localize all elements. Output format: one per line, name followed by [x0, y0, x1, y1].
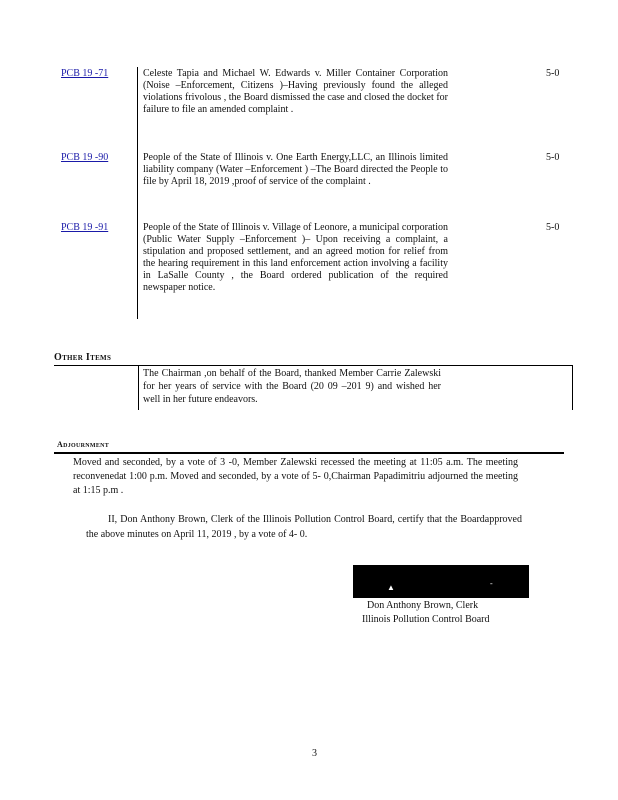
case-link[interactable]: PCB 19 -71: [61, 68, 109, 79]
other-items-text: The Chairman ,on behalf of the Board, thanked Member Carrie Zalewski for her years of service with the Board (20 09 –201 9) and wished her well in her future endeavors.: [143, 368, 441, 405]
case-vote: 5-0: [546, 152, 560, 163]
page-number: 3: [312, 748, 317, 759]
signature-image: [353, 565, 529, 598]
other-items-heading: Other Items: [54, 352, 112, 363]
case-link[interactable]: PCB 19 -91: [61, 222, 109, 233]
case-description: Celeste Tapia and Michael W. Edwards v. Miller Container Corporation (Noise –Enforcement, Citizens )–Having previously found the alleged violations frivolous , the Board dismissed the case and closed the docket for failure to file an amended complaint .: [143, 68, 448, 115]
case-vote: 5-0: [546, 222, 560, 233]
adjournment-heading: Adjournment: [57, 440, 110, 449]
case-link[interactable]: PCB 19 -90: [61, 152, 109, 163]
table-divider: [137, 67, 138, 319]
box-divider: [572, 366, 573, 410]
certification-text: II, Don Anthony Brown, Clerk of the Illinois Pollution Control Board, certify that the Boardapproved the above minutes on April 11, 2019 , by a vote of 4- 0.: [86, 514, 522, 540]
case-description: People of the State of Illinois v. One Earth Energy,LLC, an Illinois limited liability company (Water –Enforcement ) –The Board directed the People to file by April 18, 2019 ,proof of service of the complaint .: [143, 152, 448, 187]
signatory-title: Illinois Pollution Control Board: [362, 614, 490, 625]
box-divider: [138, 366, 139, 410]
case-vote: 5-0: [546, 68, 560, 79]
signature-mark: ▲: [387, 583, 395, 592]
section-rule: [54, 452, 564, 454]
case-description: People of the State of Illinois v. Village of Leonore, a municipal corporation (Public Water Supply –Enforcement )– Upon receiving a complaint, a stipulation and proposed settlement, and an agreed motion for relief from the hearing requirement in this land enforcement action involving a facility in LaSalle County , the Board ordered publication of the required newspaper notice.: [143, 222, 448, 293]
signature-mark: -: [490, 579, 493, 588]
signatory-name: Don Anthony Brown, Clerk: [367, 600, 479, 611]
adjournment-text: Moved and seconded, by a vote of 3 -0, Member Zalewski recessed the meeting at 11:05 a.m. The meeting reconvenedat 1:00 p.m. Moved and seconded, by a vote of 5- 0,Chairman Papadimitriu adjourned the meeting at 1:15 p.m .: [73, 457, 518, 496]
